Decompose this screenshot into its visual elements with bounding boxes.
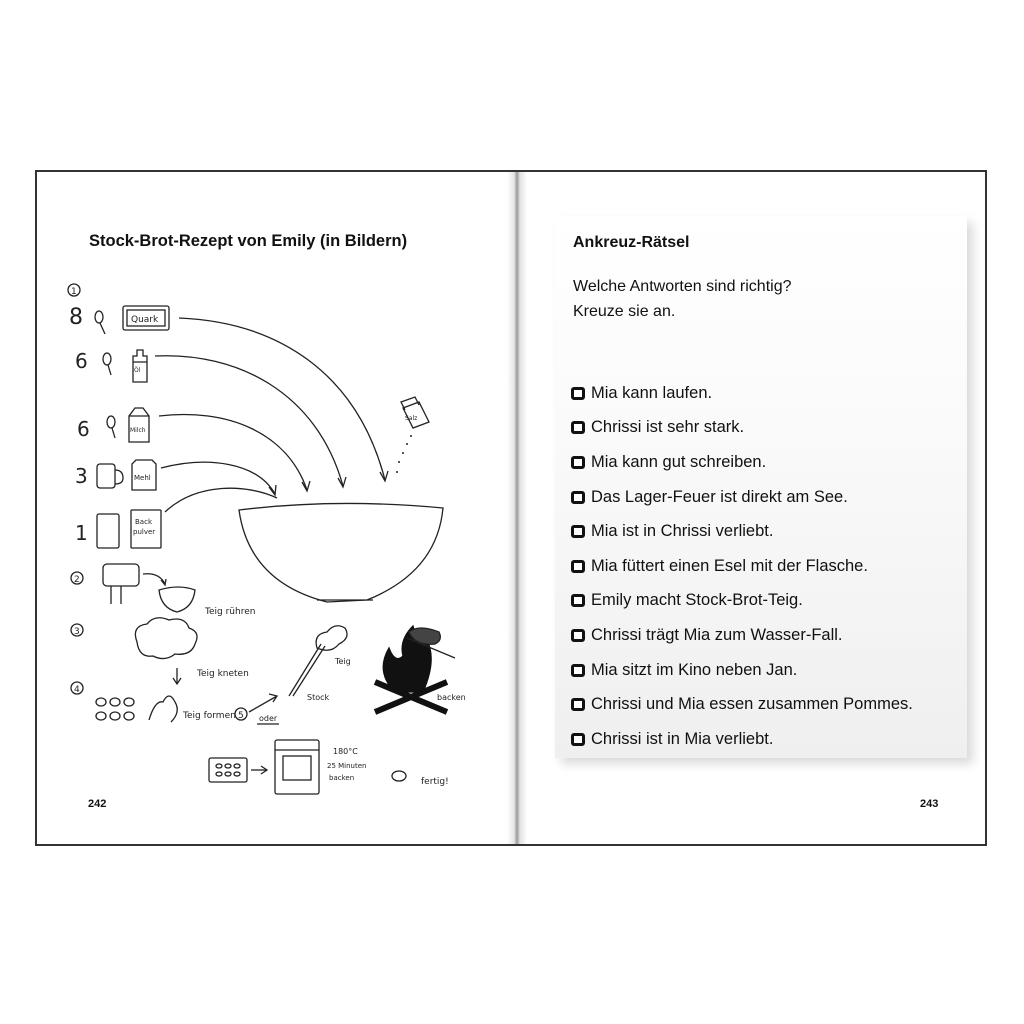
svg-text:25 Minuten: 25 Minuten bbox=[327, 762, 367, 770]
step-2-group bbox=[71, 564, 255, 617]
answer-label: Chrissi ist in Mia verliebt. bbox=[591, 729, 774, 748]
spoon-icon bbox=[107, 416, 115, 428]
svg-text:Mehl: Mehl bbox=[134, 474, 151, 482]
oven-icon bbox=[275, 740, 319, 794]
checkbox[interactable] bbox=[571, 456, 585, 469]
checkbox[interactable] bbox=[571, 525, 585, 538]
svg-text:5: 5 bbox=[238, 711, 244, 721]
svg-text:Teig: Teig bbox=[335, 657, 351, 666]
qty-mehl: 3 bbox=[75, 464, 88, 488]
checkbox[interactable] bbox=[571, 629, 585, 642]
small-bowl-icon bbox=[159, 587, 195, 612]
packet-icon bbox=[97, 514, 119, 548]
quiz-question-line-1: Welche Antworten sind richtig? bbox=[573, 278, 792, 295]
recipe-title: Stock-Brot-Rezept von Emily (in Bildern) bbox=[89, 232, 408, 250]
svg-text:Back: Back bbox=[135, 518, 152, 526]
spoon-icon bbox=[95, 311, 103, 323]
checkbox[interactable] bbox=[571, 698, 585, 711]
mixing-bowl bbox=[239, 503, 443, 602]
qty-milch: 6 bbox=[77, 417, 90, 441]
answer-option[interactable] bbox=[571, 376, 913, 411]
checkbox[interactable] bbox=[571, 387, 585, 400]
quiz-question-line-2: Kreuze sie an. bbox=[573, 303, 676, 320]
qty-backpulver: 1 bbox=[75, 521, 88, 545]
ingredient-arrows bbox=[155, 318, 388, 512]
stick-icon bbox=[289, 644, 321, 696]
milk-carton-icon bbox=[129, 408, 149, 442]
answer-label: Mia kann laufen. bbox=[591, 383, 713, 402]
checkbox[interactable] bbox=[571, 560, 585, 573]
answer-label: Chrissi ist sehr stark. bbox=[591, 418, 745, 437]
svg-text:180°C: 180°C bbox=[333, 747, 358, 756]
recipe-drawing bbox=[37, 172, 511, 848]
page-number-left: 242 bbox=[88, 798, 107, 810]
checkbox[interactable] bbox=[571, 491, 585, 504]
quiz-instructions bbox=[573, 274, 791, 324]
cup-icon bbox=[97, 464, 115, 488]
answer-option[interactable] bbox=[571, 411, 913, 446]
answer-label: Chrissi und Mia essen zusammen Pommes. bbox=[591, 695, 913, 714]
step-1-label: 1 bbox=[71, 287, 77, 297]
bread-roll-icon bbox=[392, 771, 406, 781]
checkbox[interactable] bbox=[571, 664, 585, 677]
qty-oel: 6 bbox=[75, 349, 88, 373]
quiz-box bbox=[555, 216, 967, 758]
svg-text:Stock: Stock bbox=[307, 693, 330, 702]
answer-option[interactable] bbox=[571, 480, 913, 515]
svg-text:Teig formen: Teig formen bbox=[183, 711, 236, 721]
svg-text:backen: backen bbox=[329, 774, 355, 782]
step-4-group bbox=[71, 626, 466, 794]
answer-label: Mia füttert einen Esel mit der Flasche. bbox=[591, 556, 868, 575]
answer-option[interactable] bbox=[571, 445, 913, 480]
checkbox[interactable] bbox=[571, 733, 585, 746]
answer-option[interactable] bbox=[571, 618, 913, 653]
svg-text:4: 4 bbox=[74, 685, 80, 695]
svg-text:Milch: Milch bbox=[130, 427, 146, 434]
svg-text:3: 3 bbox=[74, 627, 80, 637]
svg-text:Quark: Quark bbox=[131, 315, 159, 325]
baking-tray-icon bbox=[209, 758, 247, 782]
svg-text:oder: oder bbox=[259, 714, 278, 723]
svg-text:2: 2 bbox=[74, 575, 80, 585]
answer-option[interactable] bbox=[571, 653, 913, 688]
svg-text:Teig kneten: Teig kneten bbox=[197, 669, 249, 679]
salt-shaker-icon bbox=[401, 397, 429, 428]
qty-quark: 8 bbox=[69, 305, 83, 330]
step-1-group bbox=[68, 284, 443, 602]
svg-text:pulver: pulver bbox=[133, 528, 156, 536]
dough-kneading-icon bbox=[135, 618, 197, 659]
answer-list bbox=[571, 376, 913, 757]
step-3-group bbox=[71, 618, 249, 684]
dough-balls-icon bbox=[96, 698, 134, 720]
svg-text:fertig!: fertig! bbox=[421, 777, 449, 787]
book-spread bbox=[35, 170, 987, 846]
answer-label: Chrissi trägt Mia zum Wasser-Fall. bbox=[591, 625, 843, 644]
answer-label: Das Lager-Feuer ist direkt am See. bbox=[591, 487, 848, 506]
answer-label: Mia ist in Chrissi verliebt. bbox=[591, 522, 774, 541]
stick-dough-icon bbox=[316, 626, 347, 651]
checkbox[interactable] bbox=[571, 594, 585, 607]
hands-icon bbox=[149, 696, 177, 722]
svg-text:Öl: Öl bbox=[134, 367, 141, 374]
answer-label: Mia sitzt im Kino neben Jan. bbox=[591, 660, 798, 679]
oil-bottle-icon bbox=[133, 350, 147, 382]
left-page bbox=[37, 172, 511, 844]
checkbox[interactable] bbox=[571, 421, 585, 434]
answer-option[interactable] bbox=[571, 722, 913, 757]
right-page bbox=[511, 172, 985, 844]
quiz-title: Ankreuz-Rätsel bbox=[573, 234, 690, 251]
spoon-icon bbox=[103, 353, 111, 365]
svg-text:backen: backen bbox=[437, 693, 466, 702]
answer-option[interactable] bbox=[571, 687, 913, 722]
answer-option[interactable] bbox=[571, 584, 913, 619]
answer-label: Emily macht Stock-Brot-Teig. bbox=[591, 591, 803, 610]
answer-option[interactable] bbox=[571, 514, 913, 549]
svg-text:Teig rühren: Teig rühren bbox=[205, 607, 256, 617]
svg-text:Salz: Salz bbox=[405, 415, 418, 422]
page-number-right: 243 bbox=[920, 798, 939, 810]
answer-option[interactable] bbox=[571, 549, 913, 584]
answer-label: Mia kann gut schreiben. bbox=[591, 452, 767, 471]
mixer-icon bbox=[103, 564, 139, 586]
